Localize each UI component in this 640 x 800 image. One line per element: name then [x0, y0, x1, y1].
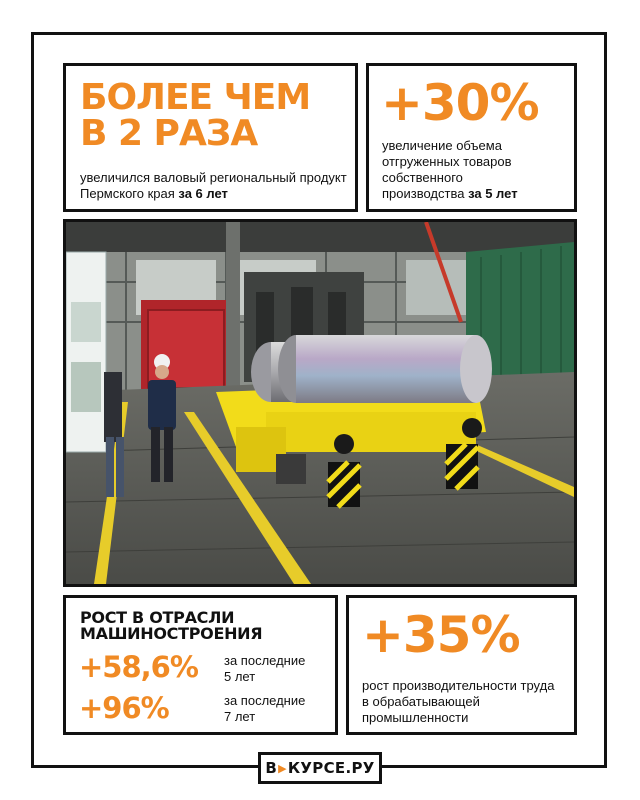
vkurse-logo: [258, 752, 382, 784]
logo-text-right: КУРСЕ.РУ: [287, 759, 375, 777]
stat-period-1-line2: 5 лет: [224, 669, 256, 684]
card2-text-main: увеличение объема отгруженных товаров собственного производства: [382, 138, 512, 201]
factory-illustration: [66, 222, 574, 584]
stat-value-2: +96%: [79, 691, 169, 725]
card4-headline: +35%: [362, 606, 520, 664]
card3-title-line2: МАШИНОСТРОЕНИЯ: [80, 624, 263, 643]
stat-period-2: [224, 693, 305, 725]
card2-headline: +30%: [381, 74, 539, 132]
card4-text: рост производительности труда в обрабатывающей промышленности: [362, 678, 555, 725]
stat-card-shipments: [366, 63, 577, 212]
card3-title: [80, 610, 262, 642]
stat-card-grp: [63, 63, 358, 212]
stat-card-productivity: [346, 595, 577, 735]
stat-period-1: [224, 653, 305, 685]
stat-period-1-line1: за последние: [224, 653, 306, 668]
card1-text-main: увеличился валовый региональный продукт Пермского края: [80, 170, 347, 201]
card1-headline-line2: В 2 РАЗА: [80, 113, 258, 154]
factory-photo: [63, 219, 577, 587]
card1-text: [80, 170, 350, 202]
play-icon: ▶: [278, 761, 287, 775]
card3-title-line1: РОСТ В ОТРАСЛИ: [80, 608, 235, 627]
stat-period-2-line2: 7 лет: [224, 709, 256, 724]
card2-text-bold: за 5 лет: [468, 186, 518, 201]
card1-headline-line1: БОЛЕЕ ЧЕМ: [80, 77, 311, 118]
stat-period-2-line1: за последние: [224, 693, 306, 708]
card2-text: [382, 138, 532, 202]
card1-headline: [80, 77, 311, 154]
logo-text-left: В: [265, 759, 278, 777]
stat-card-machinery: [63, 595, 338, 735]
stat-value-1: +58,6%: [79, 650, 198, 684]
card1-text-bold: за 6 лет: [178, 186, 228, 201]
